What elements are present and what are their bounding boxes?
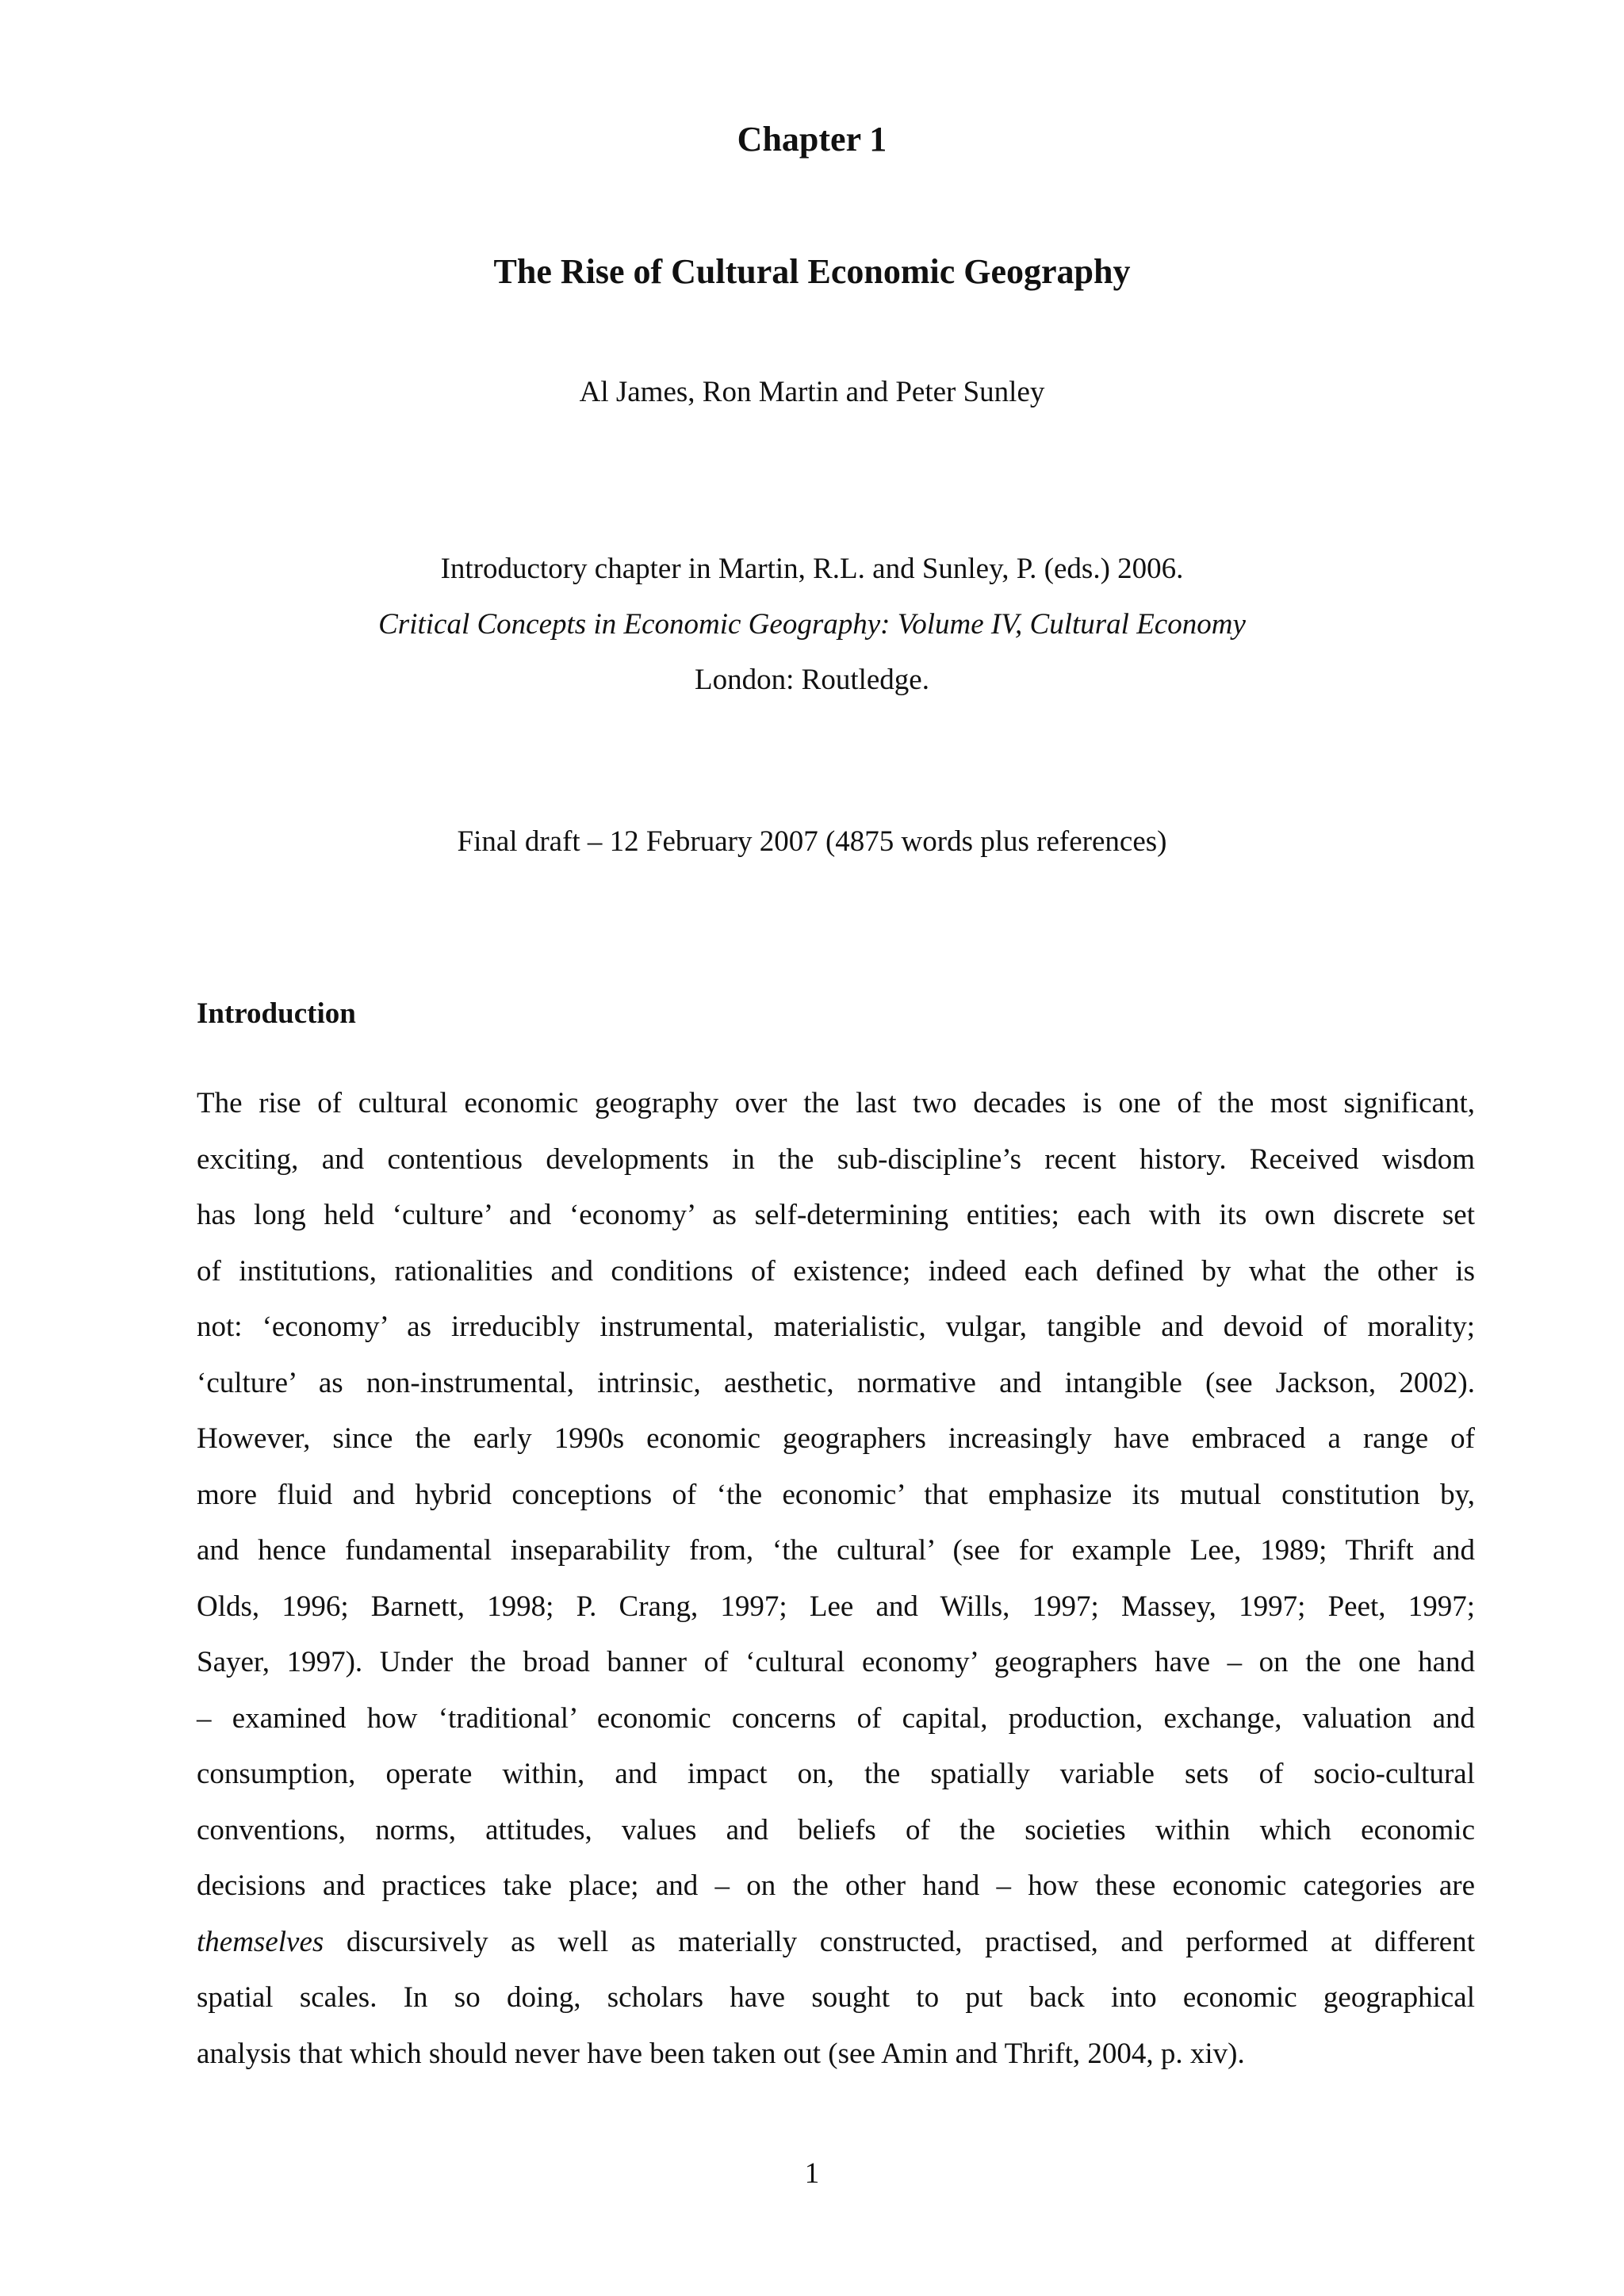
- paragraph-line: spatial scales. In so doing, scholars have sought to put back into economic geographical: [197, 1981, 1475, 2014]
- paragraph-line: Sayer, 1997). Under the broad banner of ‘cultural economy’ geographers have – on the one hand: [197, 1646, 1475, 1678]
- page-number: 1: [804, 2157, 820, 2190]
- paragraph-line: The rise of cultural economic geography over the last two decades is one of the most significant,: [197, 1087, 1475, 1119]
- chapter-label: Chapter 1: [737, 120, 887, 159]
- paragraph-line: conventions, norms, attitudes, values and beliefs of the societies within which economic: [197, 1813, 1475, 1846]
- emphasis-line-rest: discursively as well as materially constructed, practised, and performed at different: [324, 1925, 1475, 1958]
- paragraph-line: However, since the early 1990s economic geographers increasingly have embraced a range of: [197, 1422, 1475, 1455]
- citation-line-1: Introductory chapter in Martin, R.L. and Sunley, P. (eds.) 2006.: [440, 553, 1184, 585]
- emphasis-word: themselves: [197, 1925, 324, 1958]
- citation-book-title: Critical Concepts in Economic Geography: Volume IV, Cultural Economy: [378, 608, 1246, 641]
- paragraph-line: – examined how ‘traditional’ economic concerns of capital, production, exchange, valuation and: [197, 1701, 1475, 1735]
- chapter-title: The Rise of Cultural Economic Geography: [493, 252, 1131, 291]
- paragraph-line: more fluid and hybrid conceptions of ‘the economic’ that emphasize its mutual constitution by,: [197, 1478, 1475, 1511]
- paragraph-line: has long held ‘culture’ and ‘economy’ as self-determining entities; each with its own discrete set: [197, 1199, 1475, 1231]
- paragraph-line: Olds, 1996; Barnett, 1998; P. Crang, 1997; Lee and Wills, 1997; Massey, 1997; Peet, 1997;: [197, 1590, 1475, 1623]
- paragraph-line: decisions and practices take place; and – on the other hand – how these economic categories are: [197, 1869, 1475, 1902]
- paragraph-line: not: ‘economy’ as irreducibly instrumental, materialistic, vulgar, tangible and devoid of morality;: [197, 1311, 1475, 1343]
- body-paragraph: [197, 1076, 1475, 2082]
- citation-block: [0, 541, 1624, 708]
- paragraph-line-emphasis: [197, 1915, 1475, 1971]
- paragraph-line: exciting, and contentious developments in the sub-discipline’s recent history. Received wisdom: [197, 1142, 1475, 1176]
- draft-note: Final draft – 12 February 2007 (4875 words plus references): [457, 825, 1167, 858]
- paragraph-line: and hence fundamental inseparability from, ‘the cultural’ (see for example Lee, 1989; Thrift and: [197, 1534, 1475, 1567]
- authors: Al James, Ron Martin and Peter Sunley: [579, 376, 1045, 408]
- paragraph-line: of institutions, rationalities and conditions of existence; indeed each defined by what the other is: [197, 1254, 1475, 1288]
- citation-publisher: London: Routledge.: [695, 664, 929, 696]
- paragraph-line-last: analysis that which should never have been taken out (see Amin and Thrift, 2004, p. xiv).: [197, 2037, 1245, 2070]
- section-heading: Introduction: [197, 997, 356, 1030]
- paragraph-line: ‘culture’ as non-instrumental, intrinsic, aesthetic, normative and intangible (see Jackson, 2002).: [197, 1366, 1475, 1399]
- paragraph-line: consumption, operate within, and impact on, the spatially variable sets of socio-cultural: [197, 1758, 1475, 1790]
